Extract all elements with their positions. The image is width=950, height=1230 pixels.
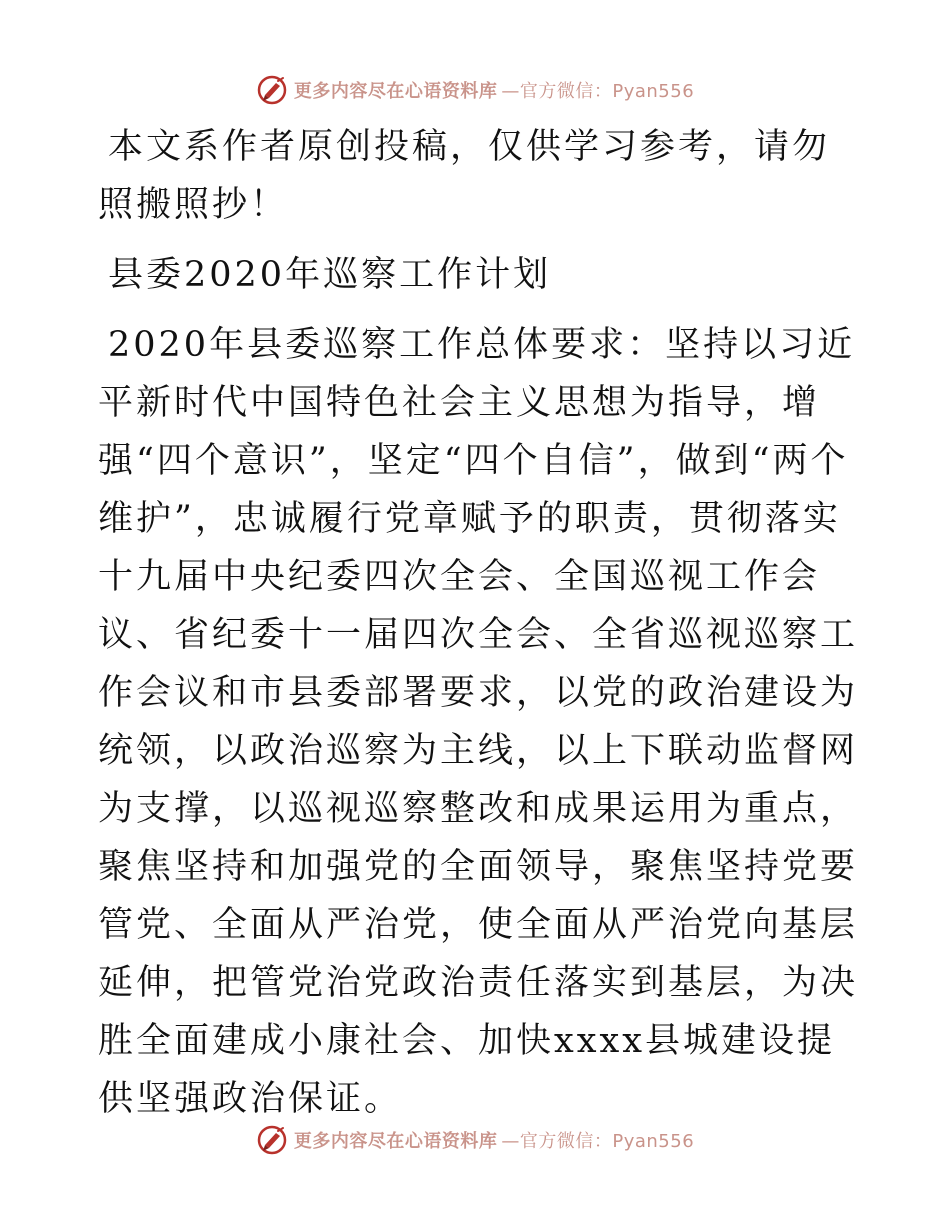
document-title: 县委2020年巡察工作计划 [108,255,552,295]
document-body [98,118,858,1128]
banner-main-text: 更多内容尽在心语资料库 [293,81,498,102]
banner-main-text: 更多内容尽在心语资料库 [293,1131,498,1152]
copyright-notice: 本文系作者原创投稿，仅供学习参考，请勿照搬照抄！ [98,127,831,225]
pen-logo-icon [256,1123,290,1157]
banner-contact-text: —官方微信：Pyan556 [501,81,695,102]
header-banner [0,70,950,110]
banner-contact-text: —官方微信：Pyan556 [501,1131,695,1152]
footer-banner [0,1120,950,1160]
main-paragraph: 2020年县委巡察工作总体要求：坚持以习近平新时代中国特色社会主义思想为指导，增强“四个意识”，坚定“四个自信”，做到“两个维护”，忠诚履行党章赋予的职责，贯彻落实十九届中央纪委四次全会、全国巡视工作会议、省纪委十一届四次全会、全省巡视巡察工作会议和市县委部署要求，以党的政治建设为统领，以政治巡察为主线，以上下联动监督网为支撑，以巡视巡察整改和成果运用为重点，聚焦坚持和加强党的全面领导，聚焦坚持党要管党、全面从严治党，使全面从严治党向基层延伸，把管党治党政治责任落实到基层，为决胜全面建成小康社会、加快xxxx县城建设提供坚强政治保证。 [98,325,859,1119]
pen-logo-icon [256,73,290,107]
